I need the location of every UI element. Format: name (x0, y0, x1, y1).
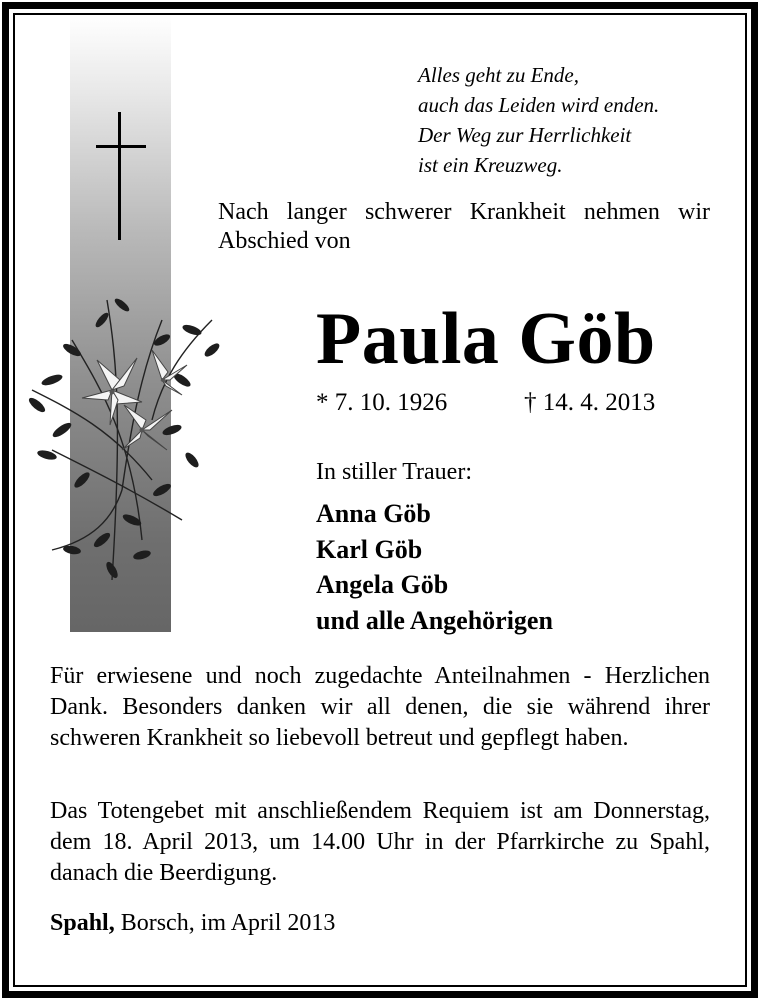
poem-line: auch das Leiden wird enden. (418, 93, 660, 117)
poem-line: Der Weg zur Herrlichkeit (418, 123, 632, 147)
cross-icon (96, 112, 146, 240)
signature-rest: Borsch, im April 2013 (114, 910, 336, 936)
life-dates (316, 388, 656, 418)
flower-bouquet-icon (12, 280, 242, 600)
mourning-label: In stiller Trauer: (316, 459, 472, 485)
deceased-name: Paula Göb (316, 298, 656, 380)
mourners-list (316, 496, 553, 638)
service-paragraph: Das Totengebet mit anschließendem Requiem ist am Donnerstag, dem 18. April 2013, um 14.00 Uhr in der Pfarrkirche zu Spahl, danach die Beerdigung. (50, 798, 710, 886)
poem-line: ist ein Kreuzweg. (418, 153, 563, 177)
signature-place: Spahl, (50, 910, 115, 936)
mourner-name: Angela Göb (316, 570, 449, 599)
mourner-name: und alle Angehörigen (316, 605, 553, 635)
mourner-name: Karl Göb (316, 534, 423, 564)
poem (418, 60, 659, 180)
signature-line (50, 908, 335, 939)
poem-line: Alles geht zu Ende, (418, 63, 579, 87)
birth-date: * 7. 10. 1926 (316, 389, 448, 416)
mourner-name: Anna Göb (316, 499, 431, 528)
death-date: † 14. 4. 2013 (524, 389, 656, 416)
intro-text: Nach langer schwerer Krankheit nehmen wir Abschied von (218, 199, 710, 254)
thanks-paragraph: Für erwiesene und noch zugedachte Anteilnahmen - Herzlichen Dank. Besonders danken wir all denen, die sie während ihrer schweren Krankheit so liebevoll betreut und gepflegt haben. (50, 663, 710, 751)
